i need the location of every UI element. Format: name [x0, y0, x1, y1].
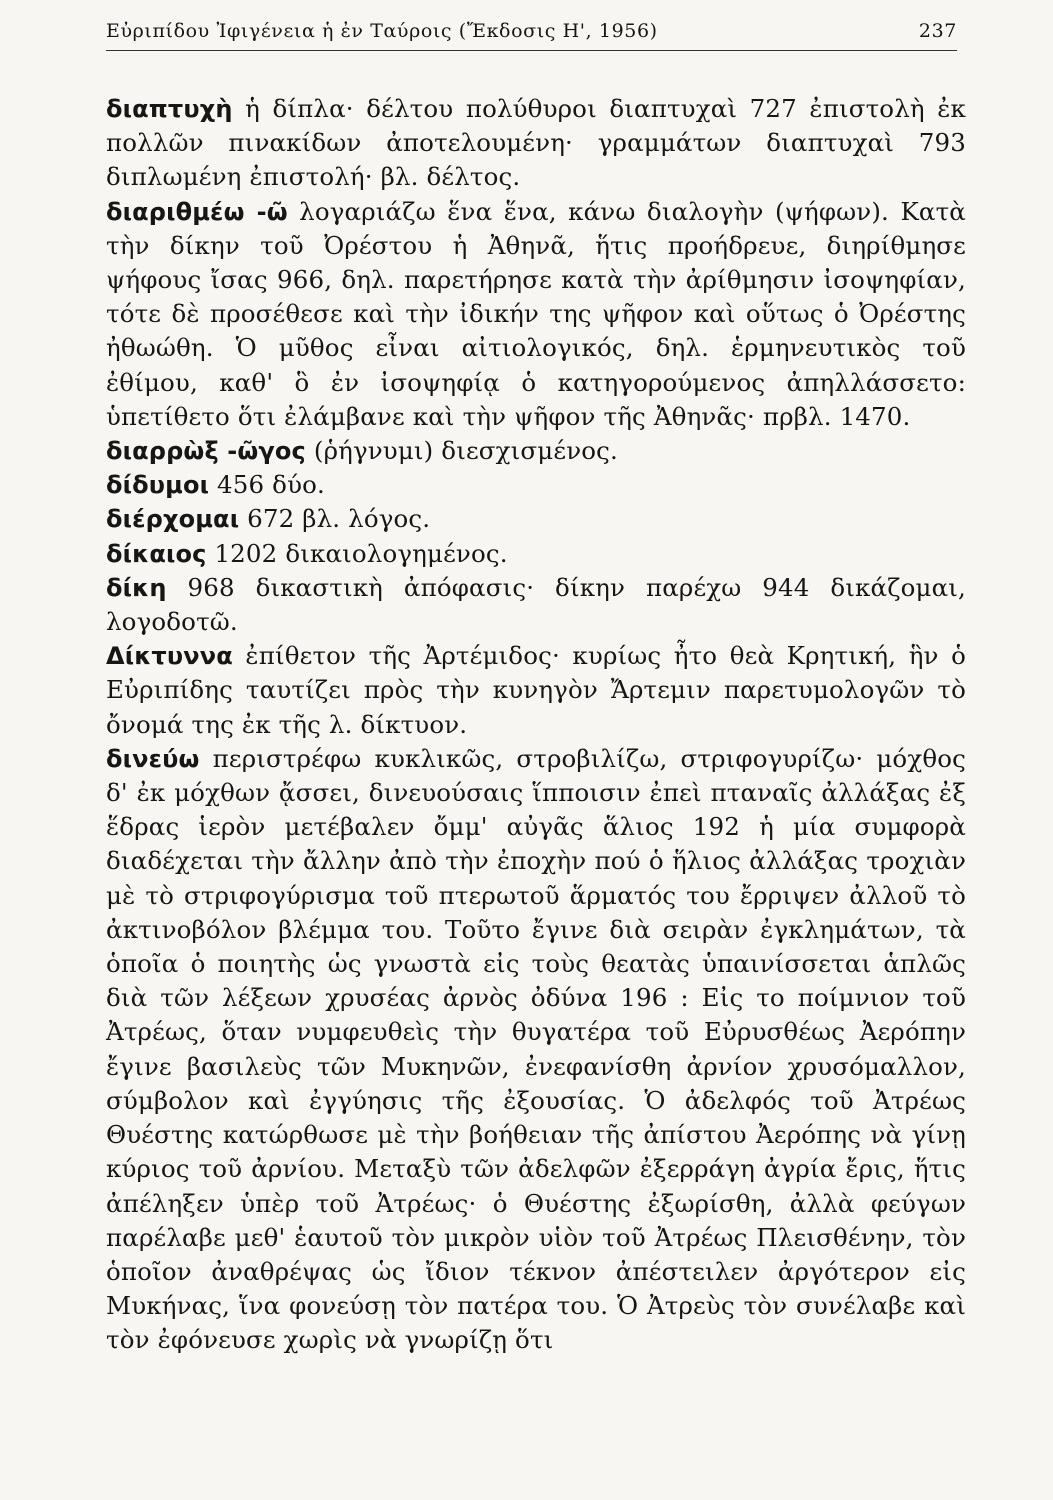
- entry-text: 672 βλ. λόγος.: [239, 504, 431, 534]
- entry-text: περιστρέφω κυκλικῶς, στροβιλίζω, στριφογυρίζω· μόχθος δ' ἐκ μόχθων ᾄσσει, δινευούσαις ἵπποισιν ἐπεὶ πταναῖς ἀλλάξας ἐξ ἕδρας ἱερὸν μετέβαλεν ὄμμ' αὐγᾶς ἅλιος 192 ἡ μία συμφορὰ διαδέχεται τὴν ἄλλην ἀπὸ τὴν ἐποχὴν πού ὁ ἥλιος ἀλλάξας τροχιὰν μὲ τὸ στριφογύρισμα τοῦ πτερωτοῦ ἅρματός του ἔρριψεν ἀλλοῦ τὸ ἀκτινοβόλον βλέμμα του. Τοῦτο ἔγινε διὰ σειρὰν ἐγκλημάτων, τὰ ὁποῖα ὁ ποιητὴς ὡς γνωστὰ εἰς τοὺς θεατὰς ὑπαινίσσεται ἁπλῶς διὰ τῶν λέξεων χρυσέας ἀρνὸς ὀδύνα 196 : Εἰς το ποίμνιον τοῦ Ἀτρέως, ὅταν νυμφευθεὶς τὴν θυγατέρα τοῦ Εὐρυσθέως Ἀερόπην ἔγινε βασιλεὺς τῶν Μυκηνῶν, ἐνεφανίσθη ἀρνίον χρυσόμαλλον, σύμβολον καὶ ἐγγύησις τῆς ἐξουσίας. Ὁ ἀδελφός τοῦ Ἀτρέως Θυέστης κατώρθωσε μὲ τὴν βοήθειαν τῆς ἀπίστου Ἀερόπης νὰ γίνῃ κύριος τοῦ ἀρνίου. Μεταξὺ τῶν ἀδελφῶν ἐξερράγη ἀγρία ἔρις, ἥτις ἀπέληξεν ὑπὲρ τοῦ Ἀτρέως· ὁ Θυέστης ἐξωρίσθη, ἀλλὰ φεύγων παρέλαβε μεθ' ἑαυτοῦ τὸν μικρὸν υἱὸν τοῦ Ἀτρέως Πλεισθένην, τὸν ὁποῖον ἀναθρέψας ὡς ἴδιον τέκνον ἀπέστειλεν ἀργότερον εἰς Μυκήνας, ἵνα φονεύσῃ τὸν πατέρα του. Ὁ Ἀτρεὺς τὸν συνέλαβε καὶ τὸν ἐφόνευσε χωρὶς νὰ γνωρίζῃ ὅτι: [106, 743, 966, 1355]
- entry-diaptyche: [106, 92, 966, 195]
- entry-dineuo: [106, 742, 966, 1358]
- entry-dikaios: [106, 537, 966, 571]
- entry-text: λογαριάζω ἕνα ἕνα, κάνω διαλογὴν (ψήφων). Κατὰ τὴν δίκην τοῦ Ὀρέστου ἡ Ἀθηνᾶ, ἥτις προήδρευε, διηρίθμησε ψήφους ἴσας 966, δηλ. παρετήρησε κατὰ τὴν ἀρίθμησιν ἰσοψηφίαν, τότε δὲ προσέθεσε καὶ τὴν ἰδικήν της ψῆφον καὶ οὕτως ὁ Ὀρέστης ἠθωώθη. Ὁ μῦθος εἶναι αἰτιολογικός, δηλ. ἑρμηνευτικὸς τοῦ ἐθίμου, καθ' ὃ ἐν ἰσοψηφίᾳ ὁ κατηγορούμενος ἀπηλλάσσετο: ὑπετίθετο ὅτι ἐλάμβανε καὶ τὴν ψῆφον τῆς Ἀθηνᾶς· πρβλ. 1470.: [106, 196, 966, 431]
- entry-headword: δίκαιος: [106, 539, 207, 568]
- running-header: [106, 20, 957, 51]
- entry-text: 1202 δικαιολογημένος.: [206, 538, 508, 568]
- entry-headword: διαριθμέω -ῶ: [106, 197, 288, 226]
- dictionary-entries: [106, 92, 966, 1358]
- entry-text: ἡ δίπλα· δέλτου πολύθυροι διαπτυχαὶ 727 ἐπιστολὴ ἐκ πολλῶν πινακίδων ἀποτελουμένη· γραμμάτων διαπτυχαὶ 793 διπλωμένη ἐπιστολή· βλ. δέλτος.: [106, 94, 966, 192]
- entry-text: 968 δικαστικὴ ἀπόφασις· δίκην παρέχω 944 δικάζομαι, λογοδοτῶ.: [106, 572, 966, 637]
- entry-text: ἐπίθετον τῆς Ἀρτέμιδος· κυρίως ἦτο θεὰ Κρητική, ἣν ὁ Εὐριπίδης ταυτίζει πρὸς τὴν κυνηγὸν Ἄρτεμιν παρετυμολογῶν τὸ ὄνομά της ἐκ τῆς λ. δίκτυον.: [106, 641, 966, 739]
- entry-headword: δινεύω: [106, 744, 200, 773]
- entry-diktynna: [106, 639, 966, 742]
- entry-headword: διέρχομαι: [106, 505, 240, 534]
- entry-diarrox: [106, 434, 966, 468]
- entry-headword: δίκη: [106, 573, 167, 602]
- entry-headword: διαρρὼξ -ῶγος: [106, 437, 306, 466]
- header-title: Εὐριπίδου Ἰφιγένεια ἡ ἐν Ταύροις (Ἔκδοσις Η', 1956): [106, 20, 658, 42]
- entry-headword: Δίκτυννα: [106, 642, 233, 671]
- page-number: 237: [918, 20, 957, 42]
- entry-didymoi: [106, 468, 966, 502]
- entry-diarithmeo: [106, 195, 966, 434]
- entry-headword: δίδυμοι: [106, 471, 210, 500]
- entry-text: 456 δύο.: [209, 470, 325, 500]
- entry-dierchomai: [106, 502, 966, 536]
- entry-dike: [106, 571, 966, 639]
- entry-text: (ῥήγνυμι) διεσχισμένος.: [305, 436, 618, 466]
- entry-headword: διαπτυχὴ: [106, 95, 233, 123]
